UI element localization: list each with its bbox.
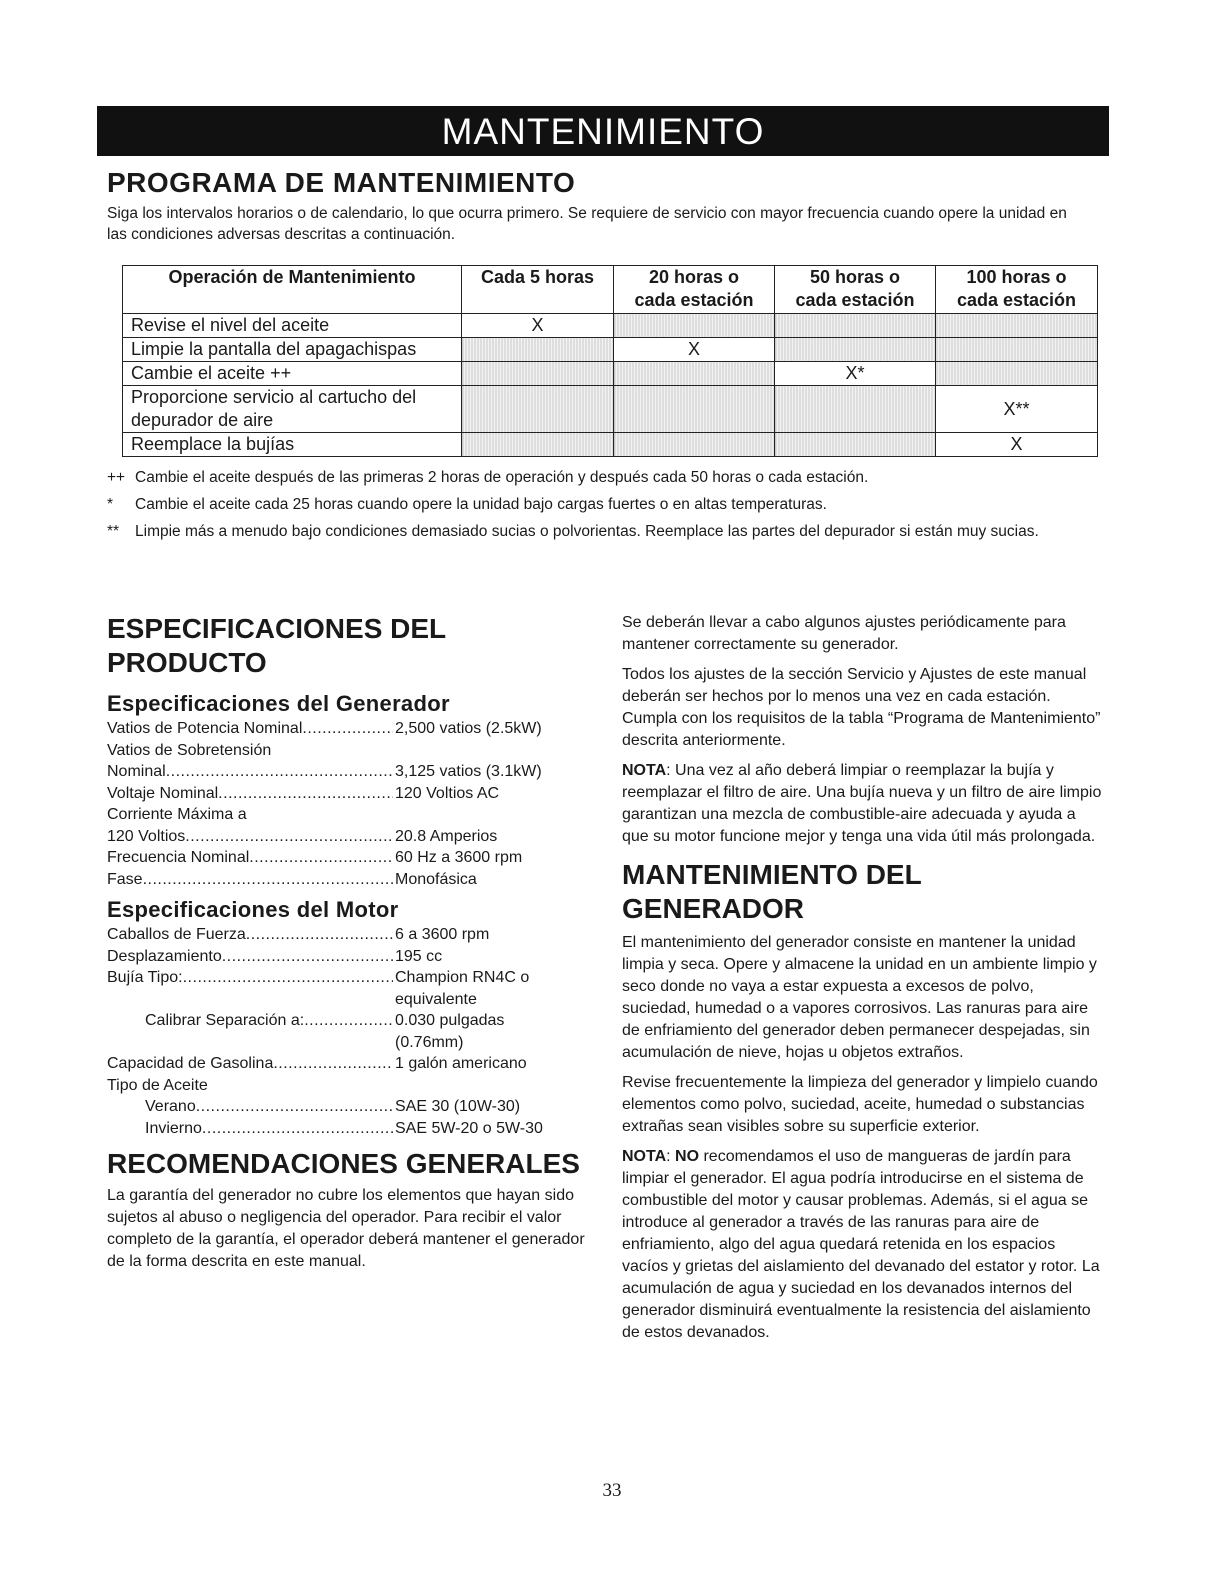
- shaded-cell: [775, 433, 936, 457]
- mantenimiento-paragraph: Revise frecuentemente la limpieza del generador y limpielo cuando elementos como polvo, suciedad, aceite, humedad o substancias extrañas sean visibles sobre su superficie exterior.: [622, 1074, 1098, 1135]
- shaded-cell: [775, 386, 936, 433]
- header-100-horas: 100 horas o cada estación: [936, 266, 1098, 314]
- spec-row: Caballos de Fuerza ..... 6 a 3600 rpm: [107, 924, 587, 946]
- mark-cell: X*: [775, 362, 936, 386]
- table-row: [123, 386, 1098, 433]
- recomendaciones-text: La garantía del generador no cubre los elementos que hayan sido sujetos al abuso o negligencia del operador. Para recibir el valor completo de la garantía, el operador deberá mantener el generador de la forma descrita en este manual.: [107, 1187, 585, 1270]
- header-operacion: Operación de Mantenimiento: [123, 266, 462, 314]
- mark-cell: X: [462, 314, 614, 338]
- programa-intro: Siga los intervalos horarios o de calendario, lo que ocurra primero. Se requiere de servicio con mayor frecuencia cuando opere la unidad en las condiciones adversas descritas a continuación.: [107, 205, 1067, 243]
- footnote-symbol: ++: [107, 469, 126, 486]
- spec-row: Corriente Máxima a: [107, 806, 247, 823]
- mantenimiento-paragraph: El mantenimiento del generador consiste en mantener la unidad limpia y seca. Opere y almacene la unidad en un ambiente limpio y seco donde no vaya a estar expuesta a excesos de polvo, suciedad, humedad o a vapores corrosivos. Las ranuras para aire de enfriamiento del generador deben permanecer despejadas, sin acumulación de nieve, hojas u objetos extraños.: [622, 934, 1097, 1061]
- motor-specs-list: [107, 924, 587, 1139]
- operation-cell: Limpie la pantalla del apagachispas: [123, 338, 462, 362]
- mark-cell: X: [936, 433, 1098, 457]
- shaded-cell: [936, 338, 1098, 362]
- table-row: [123, 314, 1098, 338]
- shaded-cell: [775, 314, 936, 338]
- shaded-cell: [936, 314, 1098, 338]
- shaded-cell: [462, 338, 614, 362]
- table-footnotes: [107, 467, 1097, 548]
- spec-row: (0.76mm): [395, 1033, 464, 1051]
- ajustes-paragraph: Todos los ajustes de la sección Servicio y Ajustes de este manual deberán ser hechos por lo menos una vez en cada estación. Cumpla con los requisitos de la tabla “Programa de Mantenimiento” descrita anteriormente.: [622, 666, 1101, 749]
- spec-row: Calibrar Separación a: ..... 0.030 pulgadas: [107, 1010, 587, 1032]
- spec-row: Nominal ..... 3,125 vatios (3.1kW): [107, 761, 587, 783]
- generador-specs-list: [107, 718, 587, 890]
- spec-row: Invierno ..... SAE 5W-20 o 5W-30: [107, 1118, 587, 1140]
- spec-row: Fase ..... Monofásica: [107, 869, 587, 891]
- spec-row: Frecuencia Nominal ..... 60 Hz a 3600 rpm: [107, 847, 587, 869]
- footnote-symbol: *: [107, 496, 114, 513]
- table-row: [123, 338, 1098, 362]
- shaded-cell: [775, 338, 936, 362]
- shaded-cell: [462, 362, 614, 386]
- footnote-symbol: **: [107, 523, 120, 540]
- generador-specs-title: Especificaciones del Generador: [107, 691, 450, 716]
- nota-label: NOTA: [622, 762, 667, 779]
- table-header-row: [123, 266, 1098, 314]
- footnote: * Cambie el aceite cada 25 horas cuando opere la unidad bajo cargas fuertes o en altas temperaturas.: [107, 496, 827, 513]
- spec-row: Capacidad de Gasolina ..... 1 galón americano: [107, 1053, 587, 1075]
- maintenance-schedule-table: [122, 265, 1098, 457]
- nota-paragraph: NOTA: NO recomendamos el uso de mangueras de jardín para limpiar el generador. El agua podría introducirse en el sistema de combustible del motor y causar problemas. Además, si el agua se introduce al generador a través de las ranuras para aire de enfriamiento, algo del agua quedará retenida en los espacios vacíos y grietas del aislamiento del devanado del estator y rotor. La acumulación de agua y suciedad en los devanados internos del generador disminuirá eventualmente la resistencia del aislamiento de estos devanados.: [622, 1148, 1100, 1341]
- shaded-cell: [462, 433, 614, 457]
- especificaciones-title: ESPECIFICACIONES DEL PRODUCTO: [107, 613, 447, 678]
- header-cada-5-horas: Cada 5 horas: [462, 266, 614, 314]
- spec-row: Bujía Tipo: ..... Champion RN4C o: [107, 967, 587, 989]
- page-number: 33: [602, 1480, 622, 1501]
- shaded-cell: [936, 362, 1098, 386]
- spec-row: Tipo de Aceite: [107, 1076, 208, 1094]
- shaded-cell: [614, 433, 775, 457]
- nota-label: NOTA: [622, 1148, 667, 1165]
- operation-cell: Cambie el aceite ++: [123, 362, 462, 386]
- spec-row: equivalente: [395, 990, 477, 1008]
- spec-row: Verano ..... SAE 30 (10W-30): [107, 1096, 587, 1118]
- section-banner: MANTENIMIENTO: [97, 106, 1109, 156]
- operation-cell: Revise el nivel del aceite: [123, 314, 462, 338]
- spec-row: Desplazamiento ..... 195 cc: [107, 946, 587, 968]
- shaded-cell: [462, 386, 614, 433]
- nota-paragraph: NOTA: Una vez al año deberá limpiar o reemplazar la bujía y reemplazar el filtro de aire. Una bujía nueva y un filtro de aire limpio garantizan una mezcla de combustible-aire adecuada y ayuda a que su motor funcione mejor y tenga una vida útil más prolongada.: [622, 762, 1102, 845]
- spec-row: 120 Voltios ..... 20.8 Amperios: [107, 826, 587, 848]
- shaded-cell: [614, 314, 775, 338]
- mantenimiento-generador-title: MANTENIMIENTO DEL GENERADOR: [622, 859, 922, 924]
- shaded-cell: [614, 362, 775, 386]
- left-column: [107, 612, 587, 1281]
- footnote: ** Limpie más a menudo bajo condiciones demasiado sucias o polvorientas. Reemplace las partes del depurador si están muy sucias.: [107, 523, 1039, 540]
- header-20-horas: 20 horas o cada estación: [614, 266, 775, 314]
- table-row: [123, 433, 1098, 457]
- right-column: [622, 612, 1102, 1352]
- recomendaciones-title: RECOMENDACIONES GENERALES: [107, 1148, 580, 1179]
- table-row: [123, 362, 1098, 386]
- header-50-horas: 50 horas o cada estación: [775, 266, 936, 314]
- mark-cell: X: [614, 338, 775, 362]
- spec-row: Vatios de Potencia Nominal ..... 2,500 vatios (2.5kW): [107, 718, 587, 740]
- spec-row: Vatios de Sobretensión: [107, 741, 272, 759]
- operation-cell: Reemplace la bujías: [123, 433, 462, 457]
- ajustes-paragraph: Se deberán llevar a cabo algunos ajustes periódicamente para mantener correctamente su generador.: [622, 614, 1066, 653]
- programa-title: PROGRAMA DE MANTENIMIENTO: [107, 167, 576, 198]
- shaded-cell: [614, 386, 775, 433]
- footnote: ++ Cambie el aceite después de las primeras 2 horas de operación y después cada 50 horas o cada estación.: [107, 469, 869, 486]
- mark-cell: X**: [936, 386, 1098, 433]
- spec-row: Voltaje Nominal ..... 120 Voltios AC: [107, 783, 587, 805]
- motor-specs-title: Especificaciones del Motor: [107, 897, 399, 922]
- operation-cell: Proporcione servicio al cartucho del depurador de aire: [123, 386, 462, 433]
